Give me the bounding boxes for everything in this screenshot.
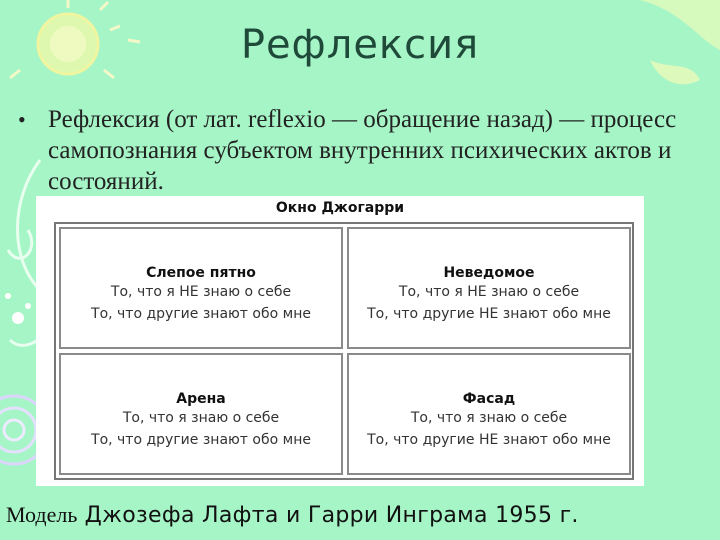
caption-authors: Джозефа Лафта и Гарри Инграма 1955 г. — [77, 503, 579, 528]
slide-title: Рефлексия — [240, 22, 480, 68]
quadrant-blind-spot — [59, 227, 343, 349]
quadrant-arena — [59, 353, 343, 475]
bullet-marker: • — [18, 107, 26, 132]
quadrant-line: То, что другие НЕ знают обо мне — [367, 306, 611, 322]
johari-window-grid — [54, 222, 634, 480]
quadrant-facade — [347, 353, 631, 475]
quadrant-line: То, что я НЕ знаю о себе — [398, 284, 580, 300]
quadrant-line: То, что я знаю о себе — [410, 410, 568, 426]
johari-window-title: Окно Джогарри — [275, 200, 405, 216]
quadrant-line: То, что я НЕ знаю о себе — [110, 284, 292, 300]
quadrant-line: То, что другие НЕ знают обо мне — [367, 432, 611, 448]
quadrant-unknown — [347, 227, 631, 349]
johari-window-panel — [36, 196, 644, 486]
model-caption — [6, 502, 720, 528]
definition-text: Рефлексия (от лат. reflexio — обращение назад) — процесс самопознания субъектом внутренних психических актов и состояний. — [48, 106, 677, 195]
caption-prefix: Модель — [6, 502, 78, 527]
quadrant-heading: Арена — [176, 391, 226, 407]
quadrant-heading: Неведомое — [443, 265, 535, 281]
quadrant-line: То, что другие знают обо мне — [91, 432, 311, 448]
quadrant-heading: Фасад — [462, 391, 516, 407]
quadrant-line: То, что я знаю о себе — [122, 410, 280, 426]
quadrant-line: То, что другие знают обо мне — [91, 306, 311, 322]
quadrant-heading: Слепое пятно — [146, 265, 256, 281]
